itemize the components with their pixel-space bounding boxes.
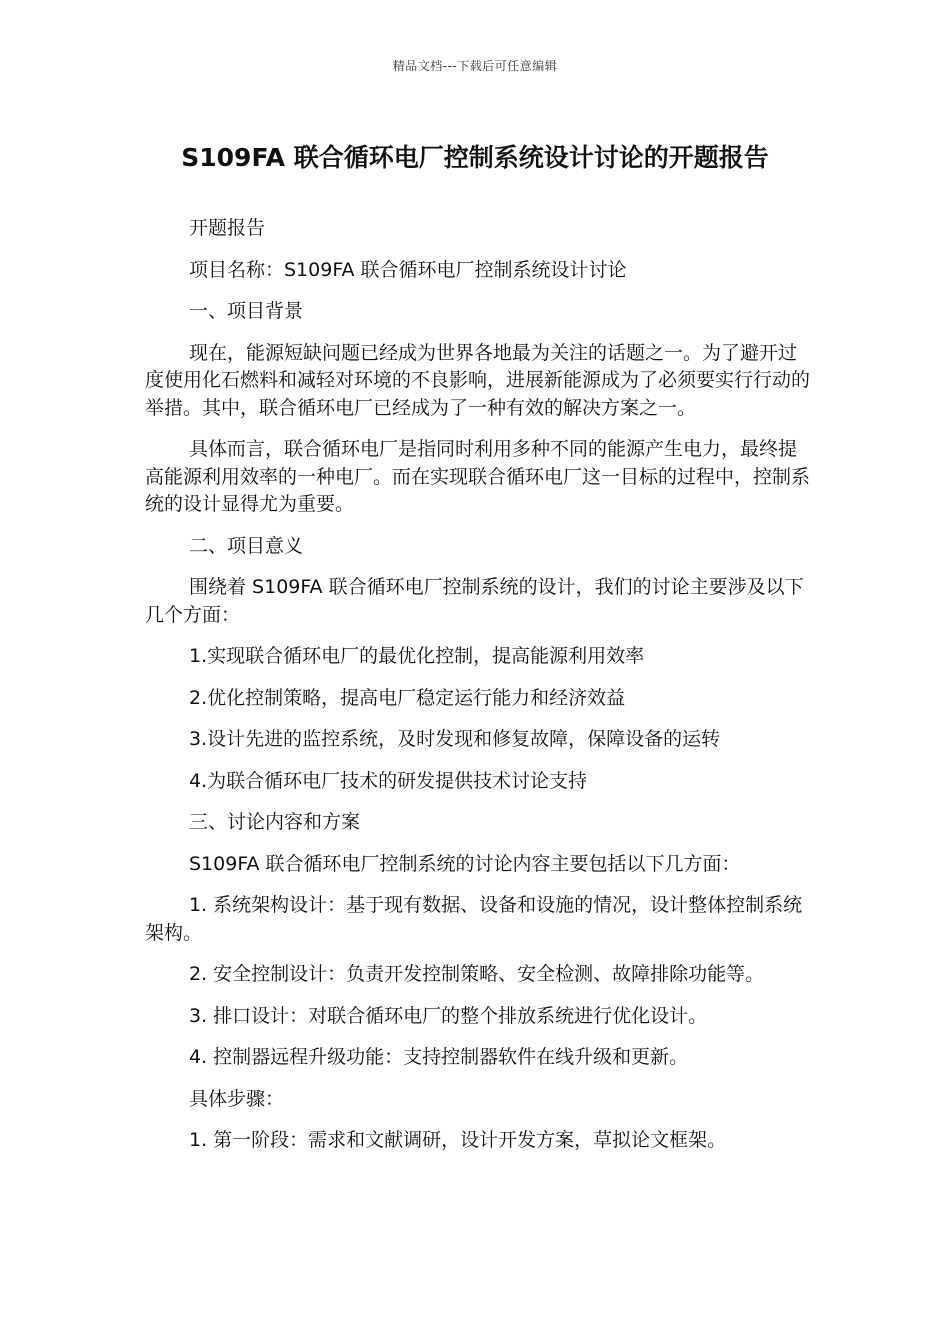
significance-item-4: 4.为联合循环电厂技术的研发提供技术讨论支持 [189,769,588,792]
project-name-line: 项目名称：S109FA 联合循环电厂控制系统设计讨论 [189,258,627,281]
steps-heading: 具体步骤： [189,1087,285,1110]
background-paragraph-1: 现在，能源短缺问题已经成为世界各地最为关注的话题之一。为了避开过度使用化石燃料和减轻对环境的不良影响，进展新能源成为了必须要实行行动的举措。其中，联合循环电厂已经成为了一种有效的解决方案之一。 [145,341,811,419]
document-title: S109FA 联合循环电厂控制系统设计讨论的开题报告 [181,143,769,172]
step-item-1: 1. 第一阶段：需求和文献调研，设计开发方案，草拟论文框架。 [189,1129,727,1151]
significance-intro: 围绕着 S109FA 联合循环电厂控制系统的设计，我们的讨论主要涉及以下几个方面： [145,576,804,626]
content-item-1: 1. 系统架构设计：基于现有数据、设备和设施的情况，设计整体控制系统架构。 [145,894,803,944]
section-heading-significance: 二、项目意义 [189,534,304,557]
content-intro: S109FA 联合循环电厂控制系统的讨论内容主要包括以下几方面： [189,852,741,875]
content-item-2: 2. 安全控制设计：负责开发控制策略、安全检测、故障排除功能等。 [189,963,765,985]
document-body [145,215,810,1169]
significance-item-1: 1.实现联合循环电厂的最优化控制，提高能源利用效率 [189,645,645,667]
significance-item-3: 3.设计先进的监控系统，及时发现和修复故障，保障设备的运转 [189,728,721,750]
significance-item-2: 2.优化控制策略，提高电厂稳定运行能力和经济效益 [189,686,626,709]
section-heading-content-plan: 三、讨论内容和方案 [189,811,361,833]
section-label-proposal: 开题报告 [189,217,266,239]
header-note: 精品文档---下载后可任意编辑 [392,59,558,73]
content-item-4: 4. 控制器远程升级功能：支持控制器软件在线升级和更新。 [189,1046,689,1068]
section-heading-background: 一、项目背景 [189,300,304,322]
content-item-3: 3. 排口设计：对联合循环电厂的整个排放系统进行优化设计。 [189,1004,708,1027]
background-paragraph-2: 具体而言，联合循环电厂是指同时利用多种不同的能源产生电力，最终提高能源利用效率的一种电厂。而在实现联合循环电厂这一目标的过程中，控制系统的设计显得尤为重要。 [145,438,811,515]
